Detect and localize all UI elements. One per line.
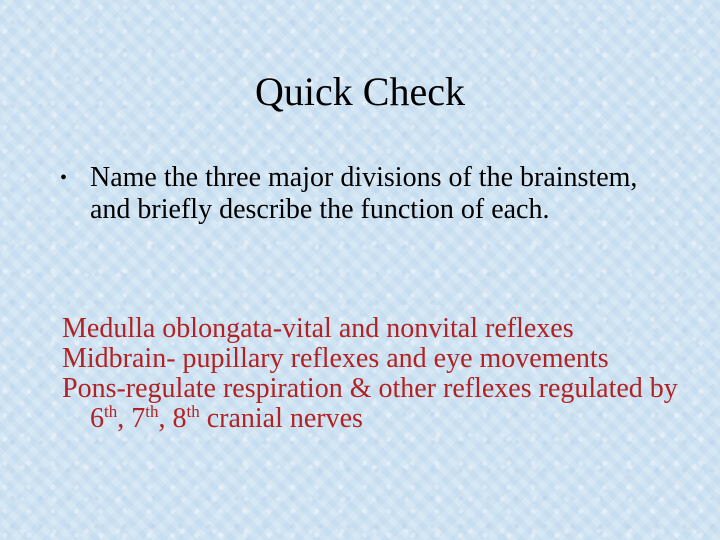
answer-medulla: Medulla oblongata-vital and nonvital reflexes bbox=[62, 313, 574, 344]
answer-midbrain: Midbrain- pupillary reflexes and eye movements bbox=[62, 343, 609, 374]
answer-pons-text-1: Pons-regulate respiration & other reflexes regulated by 6 bbox=[62, 373, 678, 434]
answer-pons bbox=[62, 374, 692, 434]
answers-list bbox=[62, 314, 692, 434]
question-bullet-item bbox=[60, 162, 680, 226]
ordinal-suffix-8: th bbox=[186, 402, 200, 421]
slide-title: Quick Check bbox=[255, 69, 465, 114]
answer-pons-text-4: cranial nerves bbox=[199, 403, 363, 434]
question-text: Name the three major divisions of the brainstem, and briefly describe the function of each. bbox=[90, 162, 638, 225]
ordinal-suffix-6: th bbox=[104, 402, 118, 421]
answer-pons-text-2: , 7 bbox=[117, 403, 146, 434]
answer-pons-text-3: , 8 bbox=[158, 403, 187, 434]
bullet-icon: • bbox=[60, 167, 68, 189]
ordinal-suffix-7: th bbox=[145, 402, 159, 421]
